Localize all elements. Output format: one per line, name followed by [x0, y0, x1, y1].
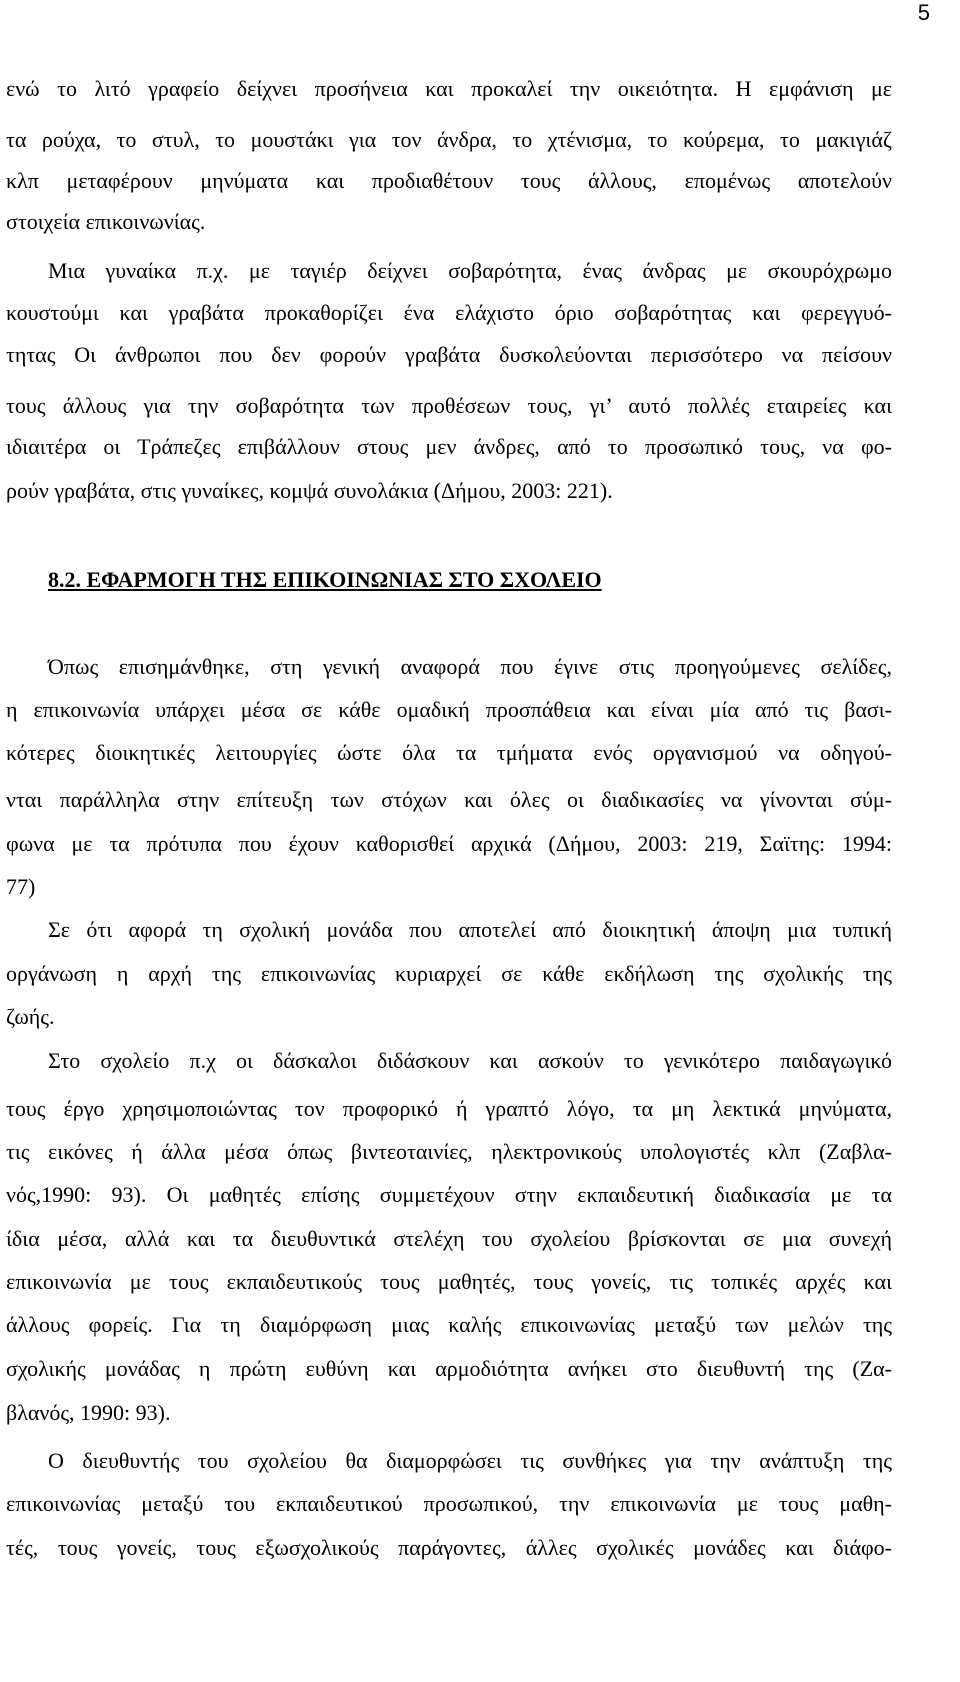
text-line: τητας Οι άνθρωποι που δεν φορούν γραβάτα δυσκολεύονται περισσότερο να πείσουν: [6, 342, 892, 367]
text-line: τές, τους γονείς, τους εξωσχολικούς παράγοντες, άλλες σχολικές μονάδες και διάφο-: [6, 1535, 892, 1560]
text-line: στοιχεία επικοινωνίας.: [6, 209, 206, 234]
text-line: Μια γυναίκα π.χ. με ταγιέρ δείχνει σοβαρότητα, ένας άνδρας με σκουρόχρωμο: [48, 258, 892, 283]
text-line: ιδιαιτέρα οι Τράπεζες επιβάλλουν στους μεν άνδρες, από το προσωπικό τους, να φο-: [6, 434, 892, 459]
text-line: Ο διευθυντής του σχολείου θα διαμορφώσει τις συνθήκες για την ανάπτυξη της: [48, 1448, 892, 1473]
text-line: οργάνωση η αρχή της επικοινωνίας κυριαρχεί σε κάθε εκδήλωση της σχολικής της: [6, 961, 892, 986]
text-line: άλλους φορείς. Για τη διαμόρφωση μιας καλής επικοινωνίας μεταξύ των μελών της: [6, 1312, 892, 1337]
text-line: φωνα με τα πρότυπα που έχουν καθορισθεί αρχικά (Δήμου, 2003: 219, Σαϊτης: 1994:: [6, 831, 892, 856]
page-number: 5: [917, 0, 930, 25]
text-line: κότερες διοικητικές λειτουργίες ώστε όλα τα τμήματα ενός οργανισμού να οδηγού-: [6, 740, 892, 765]
text-line: τους έργο χρησιμοποιώντας τον προφορικό ή γραπτό λόγο, τα μη λεκτικά μηνύματα,: [6, 1096, 892, 1121]
text-line: ρούν γραβάτα, στις γυναίκες, κομψά συνολάκια (Δήμου, 2003: 221).: [6, 478, 613, 503]
text-line: τους άλλους για την σοβαρότητα των προθέσεων τους, γι’ αυτό πολλές εταιρείες και: [6, 393, 892, 418]
text-line: Όπως επισημάνθηκε, στη γενική αναφορά που έγινε στις προηγούμενες σελίδες,: [48, 654, 892, 679]
text-line: ενώ το λιτό γραφείο δείχνει προσήνεια και προκαλεί την οικειότητα. Η εμφάνιση με: [6, 76, 892, 101]
text-line: κλπ μεταφέρουν μηνύματα και προδιαθέτουν τους άλλους, επομένως αποτελούν: [6, 168, 892, 193]
text-line: 77): [6, 874, 36, 899]
text-line: νται παράλληλα στην επίτευξη των στόχων και όλες οι διαδικασίες να γίνονται σύμ-: [6, 787, 892, 812]
text-line: επικοινωνία με τους εκπαιδευτικούς τους μαθητές, τους γονείς, τις τοπικές αρχές και: [6, 1269, 892, 1294]
text-line: τα ρούχα, το στυλ, το μουστάκι για τον άνδρα, το χτένισμα, το κούρεμα, το μακιγιάζ: [6, 127, 892, 152]
text-line: τις εικόνες ή άλλα μέσα όπως βιντεοταινίες, ηλεκτρονικούς υπολογιστές κλπ (Ζαβλα-: [6, 1139, 892, 1164]
text-line: ζωής.: [6, 1004, 55, 1029]
text-line: ίδια μέσα, αλλά και τα διευθυντικά στελέχη του σχολείου βρίσκονται σε μια συνεχή: [6, 1226, 892, 1251]
text-line: Σε ότι αφορά τη σχολική μονάδα που αποτελεί από διοικητική άποψη μια τυπική: [48, 917, 892, 942]
section-heading: 8.2. ΕΦΑΡΜΟΓΗ ΤΗΣ ΕΠΙΚΟΙΝΩΝΙΑΣ ΣΤΟ ΣΧΟΛΕΙΟ: [48, 567, 602, 592]
text-line: επικοινωνίας μεταξύ του εκπαιδευτικού προσωπικού, την επικοινωνία με τους μαθη-: [6, 1491, 892, 1516]
text-line: βλανός, 1990: 93).: [6, 1400, 171, 1425]
text-line: σχολικής μονάδας η πρώτη ευθύνη και αρμοδιότητα ανήκει στο διευθυντή της (Ζα-: [6, 1356, 892, 1381]
text-line: η επικοινωνία υπάρχει μέσα σε κάθε ομαδική προσπάθεια και είναι μία από τις βασι-: [6, 697, 892, 722]
text-line: κουστούμι και γραβάτα προκαθορίζει ένα ελάχιστο όριο σοβαρότητας και φερεγγυό-: [6, 300, 892, 325]
text-line: Στο σχολείο π.χ οι δάσκαλοι διδάσκουν και ασκούν το γενικότερο παιδαγωγικό: [48, 1048, 892, 1073]
text-line: νός,1990: 93). Οι μαθητές επίσης συμμετέχουν στην εκπαιδευτική διαδικασία με τα: [6, 1182, 892, 1207]
